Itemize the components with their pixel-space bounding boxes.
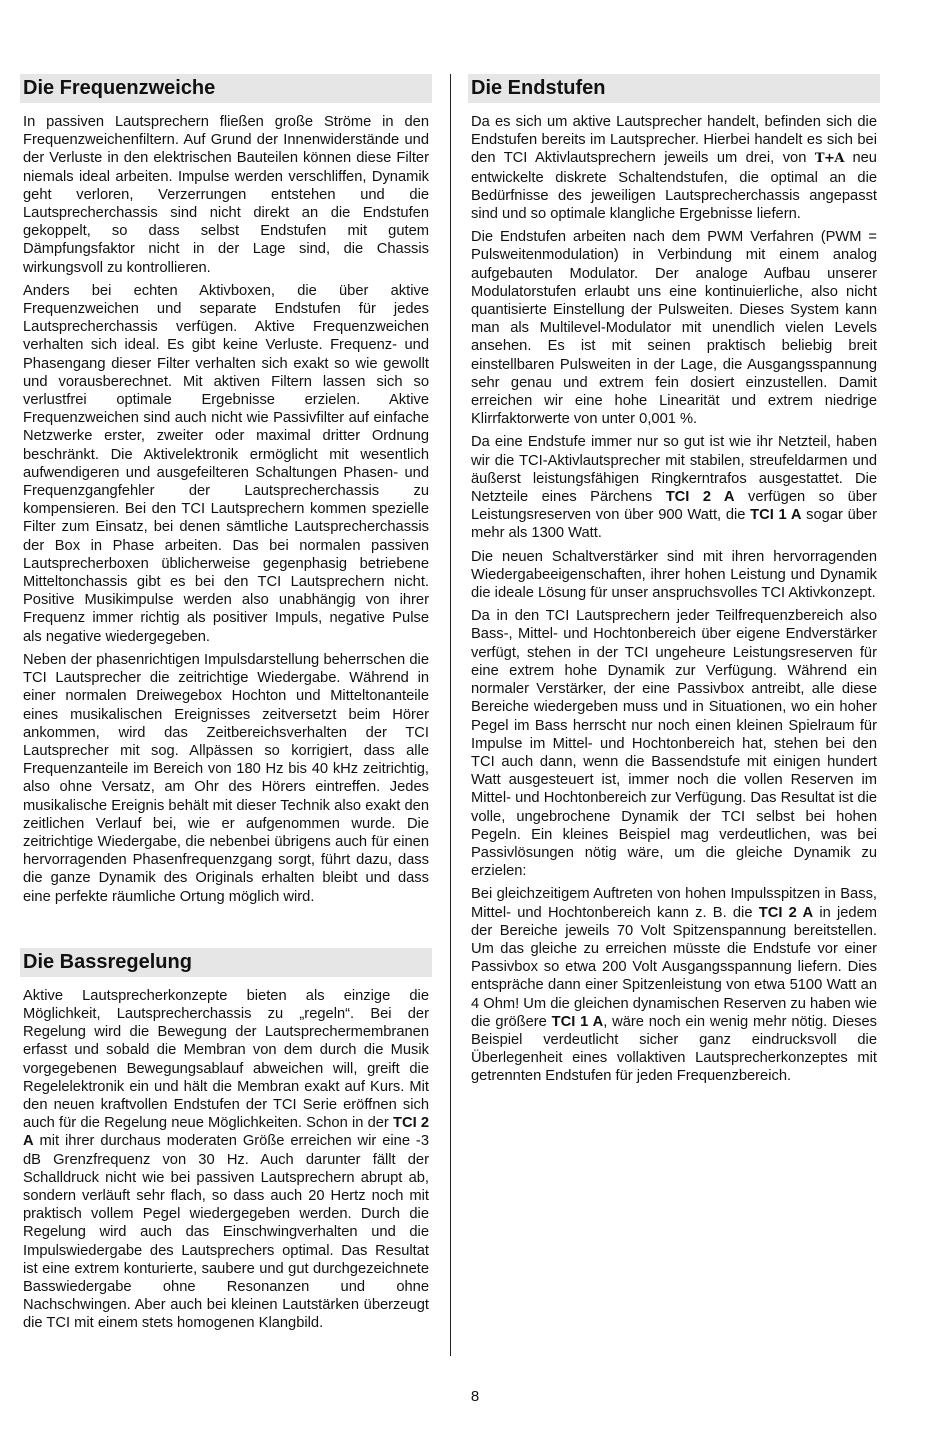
endstufen-paragraph-6: Bei gleichzeitigem Auftreten von hohen Impulsspitzen in Bass, Mittel- und Hochtonbereich kann z. B. die TCI 2 A in jedem der Bereiche jeweils 70 Volt Spitzenspannung bereitstellen. Um das gleiche zu erreichen müsste die Endstufe vor einer Passivbox so etwa 200 Volt Ausgangsspannung liefern. Dies entspräche dann einer Spitzenleistung von etwa 5100 Watt an 4 Ohm! Um die gleichen dynamischen Reserven zu haben wie die größere TCI 1 A, wäre noch ein wenig mehr nötig. Dieses Beispiel verdeutlicht sicher ganz eindrucksvoll die Überlegenheit eines vollaktiven Lautsprecherkonzeptes mit getrennten Endstufen für jeden Frequenzbereich. [471,886,877,1085]
endstufen-paragraph-4: Die neuen Schaltverstärker sind mit ihren hervorragenden Wiedergabeeigenschaften, ihrer hohen Leistung und Dynamik die ideale Lösung für unser anspruchsvolles TCI Aktivkonzept. [471,548,877,602]
section-heading-bassregelung: Die Bassregelung [20,948,432,977]
endstufen-paragraph-1: Da es sich um aktive Lautsprecher handelt, befinden sich die Endstufen bereits im Lautsprecher. Hierbei handelt es sich bei den TCI Aktivlautsprechern jeweils um drei, von T+A neu entwickelte diskrete Schaltendstufen, die optimal an die Bedürfnisse des jeweiligen Lautsprecherchassis angepasst sind und so optimale klangliche Ergebnisse liefern. [471,114,877,223]
column-divider [450,74,451,1356]
frequenzweiche-paragraph-1: In passiven Lautsprechern fließen große Ströme in den Frequenzweichenfiltern. Auf Grund der Innenwiderstände und der Verluste in den elektrischen Bauteilen können diese Filter niemals ideal arbeiten. Impulse werden verschliffen, Dynamik geht verloren, Verzerrungen entstehen und die Lautsprecherchassis sind nicht direkt an die Endstufen gekoppelt, so dass selbst Endstufen mit gutem Dämpfungsfaktor nicht in der Lage sind, die Chassis wirkungsvoll zu kontrollieren. [23,114,429,276]
endstufen-paragraph-2: Die Endstufen arbeiten nach dem PWM Verfahren (PWM = Pulsweitenmodulation) in Verbindung mit einem analog aufgebauten Modulator. Der analoge Aufbau unserer Modulatorstufen erlaubt uns eine kontinuierliche, also nicht quantisierte Einstellung der Pulsweiten. Dieses System kann man als Multilevel-Modulator mit unendlich vielen Levels ansehen. Es ist mit seinen praktisch beliebig breit einstellbaren Pulsweiten in der Lage, die Ausgangsspannung sehr genau und extrem fein dosiert einzustellen. Damit erreichen wir eine hohe Linearität und extrem niedrige Klirrfaktorwerte von unter 0,001 %. [471,229,877,428]
bassregelung-paragraph-1: Aktive Lautsprecherkonzepte bieten als einzige die Möglichkeit, Lautsprecherchassis zu „regeln“. Bei der Regelung wird die Bewegung der Lautsprechermembranen erfasst und sobald die Membran von dem durch die Musik vorgegebenen Bewegungsablauf abweichen will, greift die Regelelektronik ein und hält die Membran exakt auf Kurs. Mit den neuen kraftvollen Endstufen der TCI Serie eröffnen sich auch für die Regelung neue Möglichkeiten. Schon in der TCI 2 A mit ihrer durchaus moderaten Größe erreichen wir eine -3 dB Grenzfrequenz von 30 Hz. Auch darunter fällt der Schalldruck nicht wie bei passiven Lautsprechern abrupt ab, sondern verläuft sehr flach, so dass auch 20 Hertz noch mit praktisch vollem Pegel wiedergegeben werden. Durch die Regelung wird auch das Einschwingverhalten und die Impulswiedergabe des Lautsprechers optimal. Das Resultat ist eine extrem konturierte, saubere und gut durchgezeichnete Basswiedergabe ohne Resonanzen und ohne Nachschwingen. Aber auch bei kleinen Lautstärken überzeugt die TCI mit einem stets homogenen Klangbild. [23,987,429,1332]
frequenzweiche-paragraph-2: Anders bei echten Aktivboxen, die über aktive Frequenzweichen und separate Endstufen für jedes Lautsprecherchassis verfügen. Aktive Frequenzweichen verhalten sich ideal. Es gibt keine Verluste. Frequenz- und Phasengang dieser Filter verhalten sich exakt so wie gewollt und vorausberechnet. Mit aktiven Filtern lassen sich so verlustfrei optimale Ergebnisse erzielen. Aktive Frequenzweichen sind auch nicht wie Passivfilter auf einfache Netzwerke erster, zweiter oder maximal dritter Ordnung beschränkt. Die Aktivelektronik ermöglicht mit wesentlich aufwendigeren und ausgefeilteren Schaltungen Phasen- und Frequenzgangfehler der Lautsprecherchassis zu kompensieren. Bei den TCI Lautsprechern kommen spezielle Filter zum Einsatz, bei denen sämtliche Lautsprecherchassis der Box in Phase arbeiten. Das bei normalen passiven Lautsprecherboxen üblicherweise gegenphasig betriebene Mitteltonchassis gibt es bei den TCI Lautsprechern nicht. Positive Musikimpulse werden also unabhängig von ihrer Frequenz immer richtig als positiver Impuls, negative Pulse als negative wiedergegeben. [23,282,429,645]
section-heading-frequenzweiche: Die Frequenzweiche [20,74,432,103]
endstufen-paragraph-5: Da in den TCI Lautsprechern jeder Teilfrequenzbereich also Bass-, Mittel- und Hochtonbereich über eigene Endverstärker verfügt, stehen in der TCI ungeheure Leistungsreserven für eine extrem hohe Dynamik zur Verfügung. Während ein normaler Verstärker, der eine Passivbox antreibt, alle diese Bereiche wiedergeben muss und in Situationen, wo ein hoher Pegel im Bass herrscht nur noch einen kleinen Spielraum für Impulse im Mittel- und Hochtonbereich hat, stehen bei den TCI auch dann, wenn die Bassendstufe mit einigen hundert Watt ausgesteuert ist, immer noch die vollen Reserven im Mittel- und Hochtonbereich zur Verfügung. Das Resultat ist die volle, ungebrochene Dynamik der TCI selbst bei hohen Pegeln. Ein kleines Beispiel mag verdeutlichen, was bei Passivlösungen nötig wäre, um die gleiche Dynamik zu erzielen: [471,608,877,880]
endstufen-paragraph-3: Da eine Endstufe immer nur so gut ist wie ihr Netzteil, haben wir die TCI-Aktivlautsprecher mit stabilen, streufeldarmen und äußerst leistungsfähigen Ringkerntrafos ausgestattet. Die Netzteile eines Pärchens TCI 2 A verfügen so über Leistungsreserven von über 900 Watt, die TCI 1 A sogar über mehr als 1300 Watt. [471,434,877,542]
model-name: TCI 2 A [665,489,735,506]
ta-logo: T+A [814,151,845,167]
model-name: TCI 1 A [750,507,802,524]
left-column [20,74,432,1338]
model-name: TCI 2 A [23,1115,429,1150]
model-name: TCI 1 A [551,1013,604,1030]
page-number: 8 [470,1388,480,1405]
section-heading-endstufen: Die Endstufen [468,74,880,103]
right-column [468,74,880,1091]
frequenzweiche-paragraph-3: Neben der phasenrichtigen Impulsdarstellung beherrschen die TCI Lautsprecher die zeitrichtige Wiedergabe. Während in einer normalen Dreiwegebox Hochton und Mitteltonanteile eines musikalischen Ereignisses zeitversetzt beim Hörer ankommen, wird das Zeitbereichsverhalten der TCI Lautsprecher mit sog. Allpässen so korrigiert, dass alle Frequenzanteile im Bereich von 180 Hz bis 40 kHz zeitrichtig, also ohne Versatz, am Ohr des Hörers eintreffen. Jedes musikalische Ereignis behält mit dieser Technik also exakt den zeitlichen Verlauf bei, wie er aufgenommen wurde. Die zeitrichtige Wiedergabe, die nebenbei übrigens auch für einen hervorragenden Phasenfrequenzgang sorgt, führt dazu, dass die ganze Dynamik des Originals erhalten bleibt und dass eine perfekte räumliche Ortung möglich wird. [23,651,429,905]
model-name: TCI 2 A [758,904,814,921]
